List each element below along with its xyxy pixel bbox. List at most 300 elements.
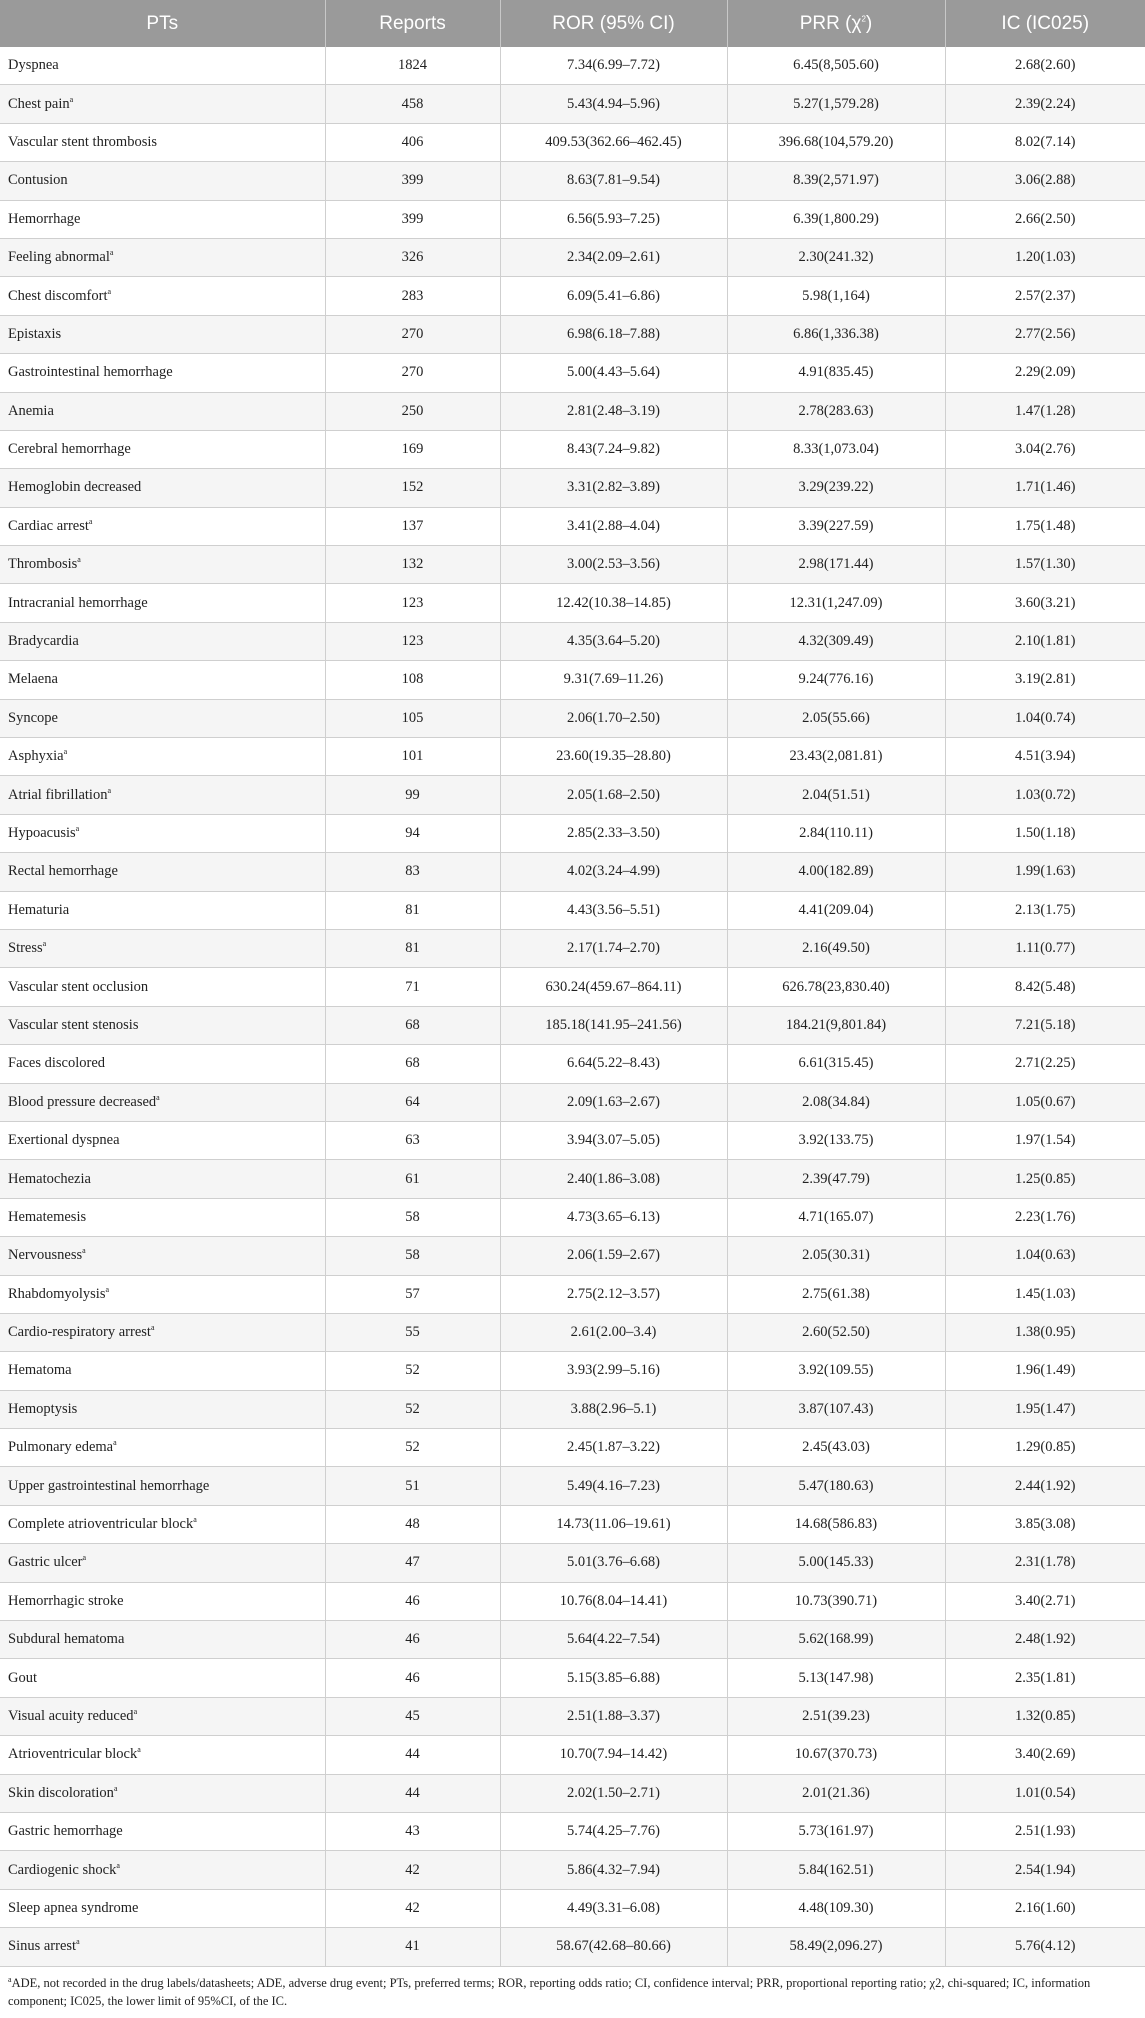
pt-label: Exertional dyspnea bbox=[8, 1132, 120, 1149]
table-row bbox=[0, 584, 1145, 622]
cell-prr: 2.60(52.50) bbox=[727, 1313, 945, 1351]
cell-pt bbox=[0, 200, 325, 238]
cell-prr: 5.84(162.51) bbox=[727, 1851, 945, 1889]
cell-pt bbox=[0, 968, 325, 1006]
cell-pt bbox=[0, 1006, 325, 1044]
cell-ic: 1.25(0.85) bbox=[945, 1160, 1145, 1198]
table-row bbox=[0, 1928, 1145, 1966]
cell-reports: 399 bbox=[325, 162, 500, 200]
cell-pt bbox=[0, 354, 325, 392]
cell-ic: 3.04(2.76) bbox=[945, 430, 1145, 468]
table-row bbox=[0, 1198, 1145, 1236]
cell-prr: 2.04(51.51) bbox=[727, 776, 945, 814]
pt-label: Feeling abnormal bbox=[8, 249, 110, 266]
table-row bbox=[0, 1851, 1145, 1889]
cell-prr: 23.43(2,081.81) bbox=[727, 738, 945, 776]
cell-reports: 41 bbox=[325, 1928, 500, 1966]
pt-label: Chest discomfort bbox=[8, 287, 108, 304]
cell-prr: 2.75(61.38) bbox=[727, 1275, 945, 1313]
cell-ror: 2.81(2.48–3.19) bbox=[500, 392, 727, 430]
footnote-mark: a bbox=[77, 555, 81, 565]
cell-prr: 3.39(227.59) bbox=[727, 507, 945, 545]
cell-ic: 1.29(0.85) bbox=[945, 1429, 1145, 1467]
cell-ror: 5.64(4.22–7.54) bbox=[500, 1621, 727, 1659]
table-row bbox=[0, 1505, 1145, 1543]
header-prr-label: PRR (χ bbox=[799, 12, 862, 34]
cell-pt bbox=[0, 1352, 325, 1390]
cell-reports: 51 bbox=[325, 1467, 500, 1505]
cell-pt bbox=[0, 1467, 325, 1505]
cell-ror: 409.53(362.66–462.45) bbox=[500, 123, 727, 161]
cell-prr: 58.49(2,096.27) bbox=[727, 1928, 945, 1966]
cell-prr: 396.68(104,579.20) bbox=[727, 123, 945, 161]
cell-ror: 10.70(7.94–14.42) bbox=[500, 1736, 727, 1774]
cell-ic: 2.66(2.50) bbox=[945, 200, 1145, 238]
footnote-mark: a bbox=[82, 1553, 87, 1563]
cell-prr: 2.30(241.32) bbox=[727, 238, 945, 276]
cell-ror: 5.86(4.32–7.94) bbox=[500, 1851, 727, 1889]
table-row bbox=[0, 738, 1145, 776]
cell-reports: 55 bbox=[325, 1313, 500, 1351]
pt-label: Hemoglobin decreased bbox=[8, 479, 142, 496]
table-row bbox=[0, 1160, 1145, 1198]
cell-ic: 2.71(2.25) bbox=[945, 1045, 1145, 1083]
cell-prr: 8.33(1,073.04) bbox=[727, 430, 945, 468]
cell-reports: 458 bbox=[325, 85, 500, 123]
cell-pt bbox=[0, 162, 325, 200]
cell-ic: 7.21(5.18) bbox=[945, 1006, 1145, 1044]
cell-prr: 3.92(133.75) bbox=[727, 1121, 945, 1159]
footnote-mark: a bbox=[113, 1438, 117, 1448]
cell-prr: 9.24(776.16) bbox=[727, 661, 945, 699]
cell-ror: 2.06(1.70–2.50) bbox=[500, 699, 727, 737]
cell-prr: 8.39(2,571.97) bbox=[727, 162, 945, 200]
cell-pt bbox=[0, 1198, 325, 1236]
cell-ic: 2.39(2.24) bbox=[945, 85, 1145, 123]
table-row bbox=[0, 1544, 1145, 1582]
cell-ic: 1.05(0.67) bbox=[945, 1083, 1145, 1121]
cell-ic: 2.68(2.60) bbox=[945, 47, 1145, 85]
cell-prr: 10.67(370.73) bbox=[727, 1736, 945, 1774]
cell-prr: 3.92(109.55) bbox=[727, 1352, 945, 1390]
cell-pt bbox=[0, 1390, 325, 1428]
table-row bbox=[0, 85, 1145, 123]
cell-reports: 44 bbox=[325, 1774, 500, 1812]
cell-reports: 283 bbox=[325, 277, 500, 315]
footnote-marker: a bbox=[8, 1974, 12, 1984]
table-row bbox=[0, 315, 1145, 353]
cell-pt bbox=[0, 1121, 325, 1159]
cell-ror: 2.40(1.86–3.08) bbox=[500, 1160, 727, 1198]
cell-ic: 1.11(0.77) bbox=[945, 929, 1145, 967]
cell-prr: 5.27(1,579.28) bbox=[727, 85, 945, 123]
header-reports: Reports bbox=[325, 0, 500, 47]
cell-prr: 5.73(161.97) bbox=[727, 1812, 945, 1850]
cell-prr: 2.16(49.50) bbox=[727, 929, 945, 967]
cell-prr: 5.62(168.99) bbox=[727, 1621, 945, 1659]
table-row bbox=[0, 1621, 1145, 1659]
cell-prr: 5.98(1,164) bbox=[727, 277, 945, 315]
cell-pt bbox=[0, 315, 325, 353]
cell-ror: 3.88(2.96–5.1) bbox=[500, 1390, 727, 1428]
cell-ic: 5.76(4.12) bbox=[945, 1928, 1145, 1966]
cell-reports: 94 bbox=[325, 814, 500, 852]
table-row bbox=[0, 200, 1145, 238]
cell-pt bbox=[0, 1313, 325, 1351]
header-pts: PTs bbox=[0, 0, 325, 47]
cell-ror: 8.43(7.24–9.82) bbox=[500, 430, 727, 468]
cell-pt bbox=[0, 622, 325, 660]
footnote-mark: a bbox=[133, 1707, 138, 1717]
cell-reports: 42 bbox=[325, 1889, 500, 1927]
pt-label: Thrombosis bbox=[8, 556, 78, 573]
footnote-mark: a bbox=[75, 824, 80, 834]
table-row bbox=[0, 47, 1145, 85]
cell-prr: 2.05(55.66) bbox=[727, 699, 945, 737]
table-row bbox=[0, 1237, 1145, 1275]
cell-ror: 12.42(10.38–14.85) bbox=[500, 584, 727, 622]
footnote-mark: a bbox=[156, 1092, 160, 1102]
cell-prr: 4.32(309.49) bbox=[727, 622, 945, 660]
header-prr bbox=[727, 0, 945, 47]
cell-ror: 3.00(2.53–3.56) bbox=[500, 546, 727, 584]
cell-pt bbox=[0, 814, 325, 852]
table-row bbox=[0, 277, 1145, 315]
cell-pt bbox=[0, 1812, 325, 1850]
pt-label: Blood pressure decreased bbox=[8, 1093, 157, 1110]
pt-label: Hematochezia bbox=[8, 1170, 91, 1187]
cell-ic: 3.06(2.88) bbox=[945, 162, 1145, 200]
cell-ic: 1.96(1.49) bbox=[945, 1352, 1145, 1390]
cell-prr: 2.84(110.11) bbox=[727, 814, 945, 852]
cell-reports: 105 bbox=[325, 699, 500, 737]
cell-ror: 6.09(5.41–6.86) bbox=[500, 277, 727, 315]
cell-ror: 4.43(3.56–5.51) bbox=[500, 891, 727, 929]
table-row bbox=[0, 1697, 1145, 1735]
cell-prr: 2.39(47.79) bbox=[727, 1160, 945, 1198]
cell-ic: 1.97(1.54) bbox=[945, 1121, 1145, 1159]
cell-pt bbox=[0, 1275, 325, 1313]
cell-reports: 270 bbox=[325, 354, 500, 392]
cell-pt bbox=[0, 392, 325, 430]
cell-ic: 1.04(0.63) bbox=[945, 1237, 1145, 1275]
cell-ic: 1.75(1.48) bbox=[945, 507, 1145, 545]
cell-prr: 5.00(145.33) bbox=[727, 1544, 945, 1582]
cell-reports: 52 bbox=[325, 1429, 500, 1467]
pt-label: Hematemesis bbox=[8, 1208, 87, 1225]
cell-ror: 10.76(8.04–14.41) bbox=[500, 1582, 727, 1620]
table-row bbox=[0, 1352, 1145, 1390]
cell-reports: 101 bbox=[325, 738, 500, 776]
cell-pt bbox=[0, 738, 325, 776]
pt-label: Bradycardia bbox=[8, 633, 79, 650]
cell-reports: 64 bbox=[325, 1083, 500, 1121]
cell-prr: 3.87(107.43) bbox=[727, 1390, 945, 1428]
pt-label: Nervousness bbox=[8, 1247, 83, 1264]
table-row bbox=[0, 1889, 1145, 1927]
cell-pt bbox=[0, 1889, 325, 1927]
cell-ic: 2.35(1.81) bbox=[945, 1659, 1145, 1697]
cell-ror: 2.75(2.12–3.57) bbox=[500, 1275, 727, 1313]
cell-reports: 132 bbox=[325, 546, 500, 584]
pt-label: Skin discoloration bbox=[8, 1784, 114, 1801]
pt-label: Visual acuity reduced bbox=[8, 1707, 134, 1724]
cell-prr: 6.45(8,505.60) bbox=[727, 47, 945, 85]
footnote-mark: a bbox=[150, 1323, 155, 1333]
pt-label: Contusion bbox=[8, 172, 68, 189]
cell-ror: 2.51(1.88–3.37) bbox=[500, 1697, 727, 1735]
cell-prr: 6.61(315.45) bbox=[727, 1045, 945, 1083]
cell-pt bbox=[0, 1621, 325, 1659]
cell-pt bbox=[0, 1774, 325, 1812]
table-row bbox=[0, 968, 1145, 1006]
footnote-mark: a bbox=[116, 1860, 120, 1870]
cell-reports: 1824 bbox=[325, 47, 500, 85]
cell-prr: 2.08(34.84) bbox=[727, 1083, 945, 1121]
cell-ror: 3.41(2.88–4.04) bbox=[500, 507, 727, 545]
cell-ror: 58.67(42.68–80.66) bbox=[500, 1928, 727, 1966]
cell-ror: 2.45(1.87–3.22) bbox=[500, 1429, 727, 1467]
cell-reports: 68 bbox=[325, 1006, 500, 1044]
table-row bbox=[0, 1774, 1145, 1812]
cell-reports: 137 bbox=[325, 507, 500, 545]
cell-pt bbox=[0, 584, 325, 622]
cell-pt bbox=[0, 430, 325, 468]
cell-reports: 48 bbox=[325, 1505, 500, 1543]
pt-label: Rectal hemorrhage bbox=[8, 863, 118, 880]
pt-label: Cardiogenic shock bbox=[8, 1861, 117, 1878]
table-row bbox=[0, 661, 1145, 699]
cell-reports: 46 bbox=[325, 1621, 500, 1659]
footnote-mark: a bbox=[109, 248, 114, 258]
cell-ror: 3.93(2.99–5.16) bbox=[500, 1352, 727, 1390]
pt-label: Cardio-respiratory arrest bbox=[8, 1324, 151, 1341]
cell-ror: 5.43(4.94–5.96) bbox=[500, 85, 727, 123]
footnote-mark: a bbox=[69, 94, 74, 104]
table-row bbox=[0, 1429, 1145, 1467]
footnote-mark: a bbox=[88, 517, 93, 527]
table-header bbox=[0, 0, 1145, 47]
pt-label: Epistaxis bbox=[8, 325, 62, 342]
cell-prr: 5.47(180.63) bbox=[727, 1467, 945, 1505]
cell-ic: 3.40(2.71) bbox=[945, 1582, 1145, 1620]
table-row bbox=[0, 238, 1145, 276]
cell-ic: 1.01(0.54) bbox=[945, 1774, 1145, 1812]
cell-reports: 250 bbox=[325, 392, 500, 430]
cell-prr: 6.86(1,336.38) bbox=[727, 315, 945, 353]
cell-ror: 5.15(3.85–6.88) bbox=[500, 1659, 727, 1697]
cell-pt bbox=[0, 776, 325, 814]
footnote-mark: a bbox=[82, 1246, 86, 1256]
cell-pt bbox=[0, 1083, 325, 1121]
cell-ic: 2.10(1.81) bbox=[945, 622, 1145, 660]
cell-reports: 58 bbox=[325, 1237, 500, 1275]
cell-reports: 47 bbox=[325, 1544, 500, 1582]
cell-ic: 2.57(2.37) bbox=[945, 277, 1145, 315]
pt-label: Hemorrhage bbox=[8, 210, 81, 227]
footnote-mark: a bbox=[107, 286, 112, 296]
table-row bbox=[0, 1467, 1145, 1505]
cell-pt bbox=[0, 1851, 325, 1889]
cell-pt bbox=[0, 469, 325, 507]
cell-reports: 45 bbox=[325, 1697, 500, 1735]
cell-pt bbox=[0, 123, 325, 161]
table-row bbox=[0, 162, 1145, 200]
cell-ic: 1.99(1.63) bbox=[945, 853, 1145, 891]
cell-reports: 169 bbox=[325, 430, 500, 468]
footnote-mark: a bbox=[42, 939, 47, 949]
cell-ror: 185.18(141.95–241.56) bbox=[500, 1006, 727, 1044]
cell-ror: 3.31(2.82–3.89) bbox=[500, 469, 727, 507]
cell-reports: 57 bbox=[325, 1275, 500, 1313]
cell-reports: 68 bbox=[325, 1045, 500, 1083]
cell-reports: 46 bbox=[325, 1582, 500, 1620]
cell-prr: 6.39(1,800.29) bbox=[727, 200, 945, 238]
pt-label: Gastrointestinal hemorrhage bbox=[8, 364, 173, 381]
table-row bbox=[0, 1006, 1145, 1044]
cell-ror: 6.98(6.18–7.88) bbox=[500, 315, 727, 353]
table-row bbox=[0, 1121, 1145, 1159]
footnote-mark: a bbox=[63, 747, 68, 757]
header-ic: IC (IC025) bbox=[945, 0, 1145, 47]
cell-ror: 5.49(4.16–7.23) bbox=[500, 1467, 727, 1505]
cell-prr: 2.05(30.31) bbox=[727, 1237, 945, 1275]
pt-label: Cardiac arrest bbox=[8, 517, 89, 534]
cell-ror: 5.01(3.76–6.68) bbox=[500, 1544, 727, 1582]
cell-ic: 1.95(1.47) bbox=[945, 1390, 1145, 1428]
cell-ic: 8.42(5.48) bbox=[945, 968, 1145, 1006]
cell-reports: 44 bbox=[325, 1736, 500, 1774]
table-row bbox=[0, 546, 1145, 584]
cell-ror: 5.00(4.43–5.64) bbox=[500, 354, 727, 392]
cell-reports: 42 bbox=[325, 1851, 500, 1889]
cell-ic: 3.85(3.08) bbox=[945, 1505, 1145, 1543]
pt-label: Pulmonary edema bbox=[8, 1439, 114, 1456]
pt-label: Vascular stent thrombosis bbox=[8, 133, 158, 150]
cell-reports: 58 bbox=[325, 1198, 500, 1236]
table-row bbox=[0, 891, 1145, 929]
header-ror: ROR (95% CI) bbox=[500, 0, 727, 47]
cell-pt bbox=[0, 47, 325, 85]
cell-ror: 2.09(1.63–2.67) bbox=[500, 1083, 727, 1121]
cell-ic: 8.02(7.14) bbox=[945, 123, 1145, 161]
cell-reports: 399 bbox=[325, 200, 500, 238]
cell-prr: 2.01(21.36) bbox=[727, 1774, 945, 1812]
pt-label: Hematoma bbox=[8, 1362, 72, 1379]
cell-ror: 4.02(3.24–4.99) bbox=[500, 853, 727, 891]
pt-label: Stress bbox=[8, 940, 43, 957]
cell-prr: 3.29(239.22) bbox=[727, 469, 945, 507]
pt-label: Hemorrhagic stroke bbox=[8, 1592, 124, 1609]
cell-pt bbox=[0, 546, 325, 584]
cell-reports: 99 bbox=[325, 776, 500, 814]
pt-label: Anemia bbox=[8, 402, 54, 419]
cell-ror: 2.85(2.33–3.50) bbox=[500, 814, 727, 852]
cell-ror: 6.64(5.22–8.43) bbox=[500, 1045, 727, 1083]
pt-label: Chest pain bbox=[8, 95, 70, 112]
cell-ic: 3.40(2.69) bbox=[945, 1736, 1145, 1774]
cell-prr: 2.51(39.23) bbox=[727, 1697, 945, 1735]
table-row bbox=[0, 1582, 1145, 1620]
table-row bbox=[0, 1275, 1145, 1313]
cell-pt bbox=[0, 1429, 325, 1467]
cell-reports: 81 bbox=[325, 929, 500, 967]
cell-pt bbox=[0, 1237, 325, 1275]
cell-ic: 2.54(1.94) bbox=[945, 1851, 1145, 1889]
cell-prr: 184.21(9,801.84) bbox=[727, 1006, 945, 1044]
cell-ic: 2.51(1.93) bbox=[945, 1812, 1145, 1850]
table-row bbox=[0, 929, 1145, 967]
pt-label: Complete atrioventricular block bbox=[8, 1516, 194, 1533]
cell-ror: 3.94(3.07–5.05) bbox=[500, 1121, 727, 1159]
table-row bbox=[0, 622, 1145, 660]
table-row bbox=[0, 392, 1145, 430]
pt-label: Vascular stent occlusion bbox=[8, 978, 149, 995]
cell-reports: 61 bbox=[325, 1160, 500, 1198]
cell-ic: 1.71(1.46) bbox=[945, 469, 1145, 507]
cell-prr: 4.41(209.04) bbox=[727, 891, 945, 929]
cell-ror: 2.17(1.74–2.70) bbox=[500, 929, 727, 967]
table-row bbox=[0, 507, 1145, 545]
cell-pt bbox=[0, 1544, 325, 1582]
cell-ror: 4.49(3.31–6.08) bbox=[500, 1889, 727, 1927]
pt-label: Hematuria bbox=[8, 901, 70, 918]
cell-ic: 1.45(1.03) bbox=[945, 1275, 1145, 1313]
cell-pt bbox=[0, 1160, 325, 1198]
cell-reports: 270 bbox=[325, 315, 500, 353]
cell-ror: 4.35(3.64–5.20) bbox=[500, 622, 727, 660]
cell-ic: 2.16(1.60) bbox=[945, 1889, 1145, 1927]
pt-label: Sinus arrest bbox=[8, 1938, 77, 1955]
cell-prr: 2.78(283.63) bbox=[727, 392, 945, 430]
table-row bbox=[0, 469, 1145, 507]
cell-pt bbox=[0, 1505, 325, 1543]
pt-label: Melaena bbox=[8, 671, 58, 688]
footnote-mark: a bbox=[193, 1515, 197, 1525]
cell-ic: 2.77(2.56) bbox=[945, 315, 1145, 353]
cell-prr: 4.71(165.07) bbox=[727, 1198, 945, 1236]
cell-ic: 1.50(1.18) bbox=[945, 814, 1145, 852]
header-prr-sup: 2 bbox=[861, 14, 866, 24]
cell-reports: 46 bbox=[325, 1659, 500, 1697]
pt-label: Intracranial hemorrhage bbox=[8, 594, 148, 611]
cell-reports: 63 bbox=[325, 1121, 500, 1159]
footnote-mark: a bbox=[105, 1284, 110, 1294]
pt-label: Gastric ulcer bbox=[8, 1554, 83, 1571]
cell-prr: 4.91(835.45) bbox=[727, 354, 945, 392]
cell-reports: 152 bbox=[325, 469, 500, 507]
pt-label: Rhabdomyolysis bbox=[8, 1285, 106, 1302]
cell-pt bbox=[0, 891, 325, 929]
cell-reports: 71 bbox=[325, 968, 500, 1006]
pt-label: Hemoptysis bbox=[8, 1400, 78, 1417]
cell-reports: 81 bbox=[325, 891, 500, 929]
pt-label: Subdural hematoma bbox=[8, 1631, 125, 1648]
cell-prr: 5.13(147.98) bbox=[727, 1659, 945, 1697]
cell-ic: 1.20(1.03) bbox=[945, 238, 1145, 276]
pt-label: Syncope bbox=[8, 709, 58, 726]
cell-pt bbox=[0, 85, 325, 123]
table-row bbox=[0, 814, 1145, 852]
cell-reports: 52 bbox=[325, 1352, 500, 1390]
table-footnote bbox=[0, 1967, 1145, 2010]
cell-ic: 1.32(0.85) bbox=[945, 1697, 1145, 1735]
cell-ror: 9.31(7.69–11.26) bbox=[500, 661, 727, 699]
cell-prr: 4.48(109.30) bbox=[727, 1889, 945, 1927]
cell-pt bbox=[0, 1659, 325, 1697]
pt-label: Sleep apnea syndrome bbox=[8, 1899, 139, 1916]
footnote-mark: a bbox=[107, 785, 112, 795]
